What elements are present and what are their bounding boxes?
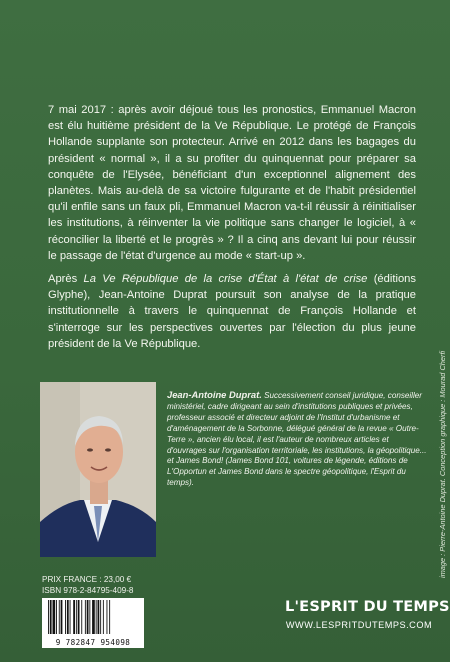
blurb-paragraph-1: 7 mai 2017 : après avoir déjoué tous les pronostics, Emmanuel Macron est élu huitième président de la Ve République. Le protégé de François Hollande supplante son protecteur. Arrivé en 2012 dans les bagages du président « normal », il a su profiter du quinquennat pour préparer sa conquête de l'Elysée, bénéficiant d'un exceptionnel alignement des planètes. Mais au-delà de sa victoire fulgurante et de l'habit présidentiel qu'il enfile sans un faux pli, Emmanuel Macron va-t-il réussir à réinitialiser les institutions, à réinventer la vie politique sans changer le logiciel, à « réconcilier la liberté et le progrès » ? Il a cinq ans devant lui pour réussir le passage de l'état d'urgence au mode « start-up ». <box>48 104 416 262</box>
author-bio-text: Successivement conseil juridique, conseiller ministériel, cadre dirigeant au sein d'institutions publiques et privées, professeur associé et directeur adjoint de l'Institut d'urbanisme et d'aménagement de la Sorbonne, délégué général de la revue « Outre-Terre », ancien élu local, il est l'auteur de nombreux articles et d'ouvrages sur l'organisation territoriale, les institutions, la géopolitique... et James Bond! (James Bond 101, voitures de légende, éditions de L'Opportun et James Bond dans le spectre géopolitique, l'Esprit du temps). <box>167 391 427 488</box>
publisher-logo: L'ESPRIT DU TEMPS <box>285 598 450 615</box>
barcode-digits: 9 782847 954098 <box>55 638 131 647</box>
previous-book-title: La Ve République de la crise d'État à l'état de crise <box>83 273 368 286</box>
publisher-website[interactable]: WWW.LESPRITDUTEMPS.COM <box>285 620 433 630</box>
book-blurb <box>48 102 416 359</box>
barcode <box>42 598 144 648</box>
publisher-block <box>285 598 450 630</box>
isbn-line: ISBN 978-2-84795-409-8 <box>42 586 134 595</box>
author-bio <box>167 390 429 489</box>
blurb-paragraph-2-end: (éditions Glyphe), Jean-Antoine Duprat poursuit son analyse de la pratique institutionnelle à travers le quinquennat de François Hollande et s'interroge sur les perspectives ouvertes par l'élection du plus jeune président de la Ve République. <box>48 273 416 350</box>
author-name: Jean-Antoine Duprat. <box>167 389 262 400</box>
blurb-paragraph-2 <box>48 271 416 352</box>
author-photo <box>40 382 156 557</box>
barcode-bars-icon <box>46 600 140 636</box>
image-credits: image : Pierre-Antoine Duprat. Conception graphique : Mourad Cherfi <box>438 350 447 578</box>
price-line: PRIX FRANCE : 23,00 € <box>42 575 132 584</box>
blurb-paragraph-2-start: Après <box>48 273 84 286</box>
price-block <box>42 574 134 596</box>
